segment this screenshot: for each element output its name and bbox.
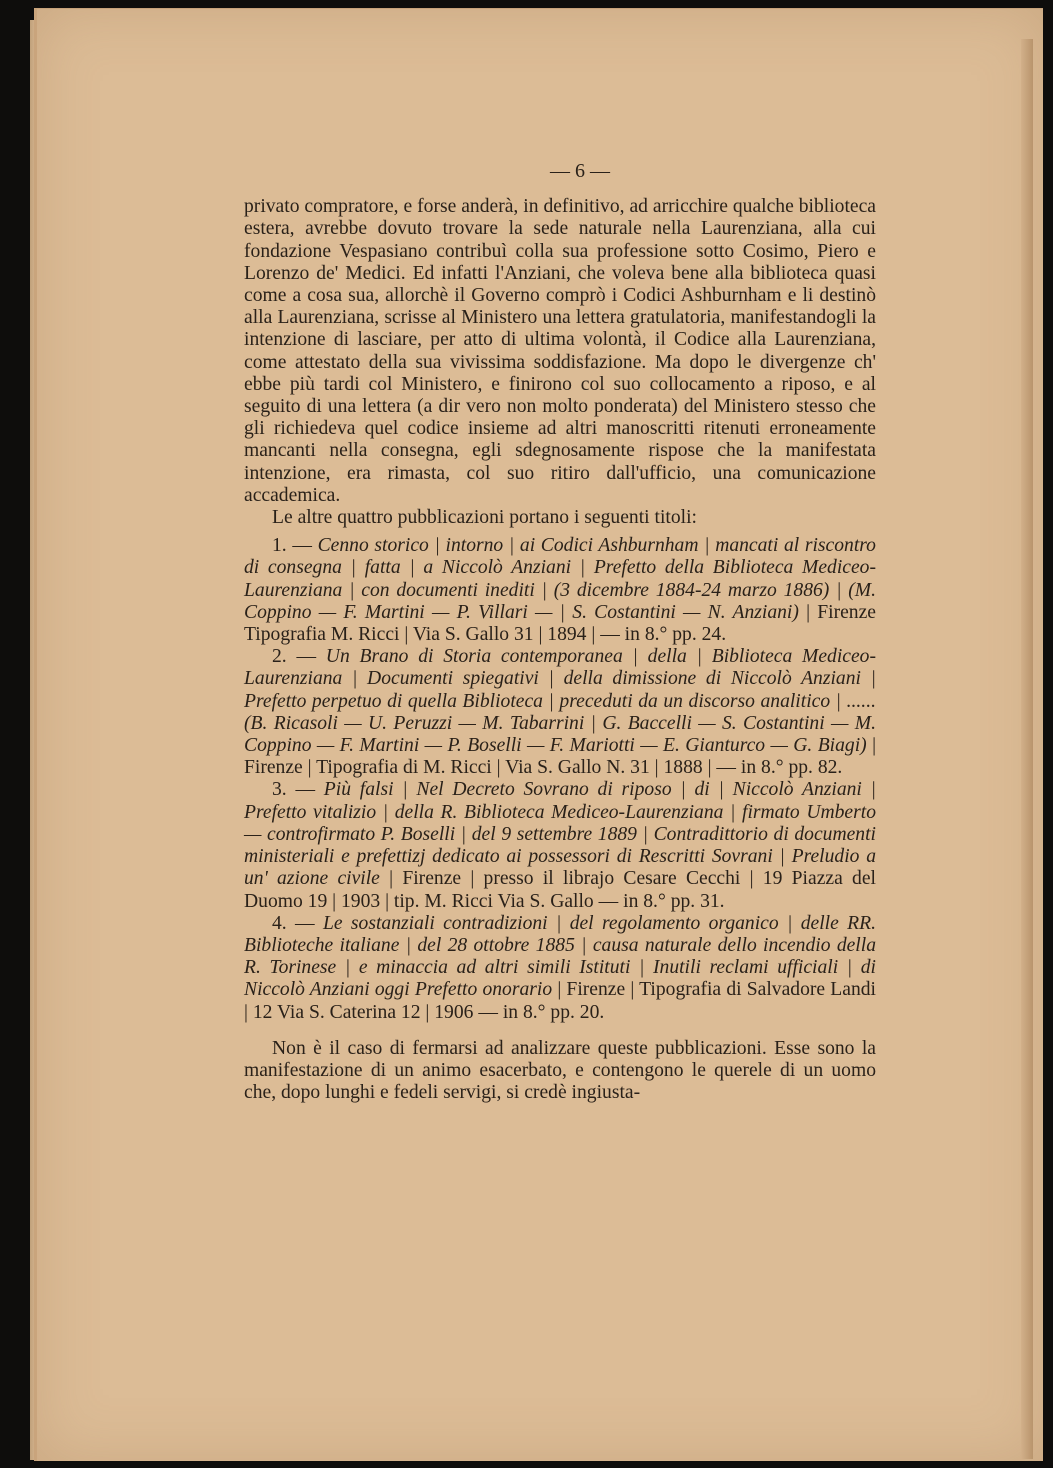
item-imprint: | Firenze | Tipografia di Salvadore Landi | 12 Via S. Caterina 12 | 1906 — in 8.° pp. 20. <box>244 979 876 1023</box>
intro-line: Le altre quattro pubblicazioni portano i seguenti titoli: <box>272 507 697 529</box>
paragraph-continuation: privato compratore, e forse anderà, in definitivo, ad arricchire qualche biblioteca estera, avrebbe dovuto trovare la sede naturale nella Laurenziana, alla cui fondazione Vespasiano contribuì colla sua professione sotto Cosimo, Piero e Lorenzo de' Medici. Ed infatti l'Anziani, che voleva bene alla biblioteca quasi come a cosa sua, allorchè il Governo comprò i Codici Ashburnham e li destinò alla Laurenziana, scrisse al Ministero una lettera gratulatoria, manifestandogli la intenzione di lasciare, per atto di ultima volontà, il Codice alla Laurenziana, come attestato della sua vivissima soddisfazione. Ma dopo le divergenze ch' ebbe più tardi col Ministero, e finirono col suo collocamento a riposo, e al seguito di una lettera (a dir vero non molto ponderata) del Ministero stesso che gli richiedeva quel codice insieme ad altri manoscritti ritenuti erroneamente mancanti nella consegna, egli sdegnosamente rispose che la manifestata intenzione, era rimasta, col suo ritiro dall'ufficio, una comunicazione accademica. <box>244 196 876 506</box>
item-title: Un Brano di Storia contemporanea | della | Biblioteca Mediceo-Laurenziana | Documenti spiegativi | della dimissione di Niccolò Anziani | Prefetto perpetuo di quella Biblioteca | preceduti da un discorso analitico | ...... (B. Ricasoli — U. Peruzzi — M. Tabarrini | G. Baccelli — S. Costantini — M. Coppino — F. Martini — P. Boselli — F. Mariotti — E. Gianturco — G. Biagi) <box>244 646 876 757</box>
publication-item-2 <box>244 646 876 779</box>
item-number: 2. — <box>272 646 326 668</box>
item-imprint: | Firenze Tipografia M. Ricci | Via S. Gallo 31 | 1894 | — in 8.° pp. 24. <box>244 601 876 646</box>
item-imprint: | Firenze | Tipografia di M. Ricci | Via S. Gallo N. 31 | 1888 | — in 8.° pp. 82. <box>244 735 876 779</box>
publication-item-1 <box>244 535 876 646</box>
item-number: 3. — <box>272 779 324 801</box>
item-title: Le sostanziali contradizioni | del regolamento organico | delle RR. Biblioteche italiane | del 28 ottobre 1885 | causa naturale dello incendio della R. Torinese | e minaccia ad altri simili Istituti | Inutili reclami ufficiali | di Niccolò Anziani oggi Prefetto onorario <box>244 912 876 1001</box>
page-number: — 6 — <box>550 160 610 182</box>
item-title: Più falsi | Nel Decreto Sovrano di riposo | di | Niccolò Anziani | Prefetto vitalizio | della R. Biblioteca Mediceo-Laurenziana | firmato Umberto — controfirmato P. Boselli | del 9 settembre 1889 | Contradittorio di documenti ministeriali e prefettizj dedicato ai possessori di Rescritti Sovrani | Preludio a un' azione civile <box>244 779 876 890</box>
item-imprint: | Firenze | presso il librajo Cesare Cecchi | 19 Piazza del Duomo 19 | 1903 | tip. M. Ricci Via S. Gallo — in 8.° pp. 31. <box>244 868 876 912</box>
item-title: Cenno storico | intorno | ai Codici Ashburnham | mancati al riscontro di consegna | fatta | a Niccolò Anziani | Prefetto della Biblioteca Mediceo-Laurenziana | con documenti inediti | (3 dicembre 1884-24 marzo 1886) | (M. Coppino — F. Martini — P. Villari — | S. Costantini — N. Anziani) <box>244 535 876 623</box>
page-right-fold <box>1021 39 1033 1459</box>
page-content <box>244 160 876 1104</box>
item-number: 1. — <box>272 535 318 557</box>
publication-item-4 <box>244 913 876 1024</box>
publication-item-3 <box>244 779 876 912</box>
item-number: 4. — <box>272 912 323 934</box>
paragraph-final: Non è il caso di fermarsi ad analizzare queste pubblicazioni. Esse sono la manifestazione di un animo esacerbato, e contengono le querele di un uomo che, dopo lunghi e fedeli servigi, si credè ingiusta- <box>244 1037 876 1104</box>
